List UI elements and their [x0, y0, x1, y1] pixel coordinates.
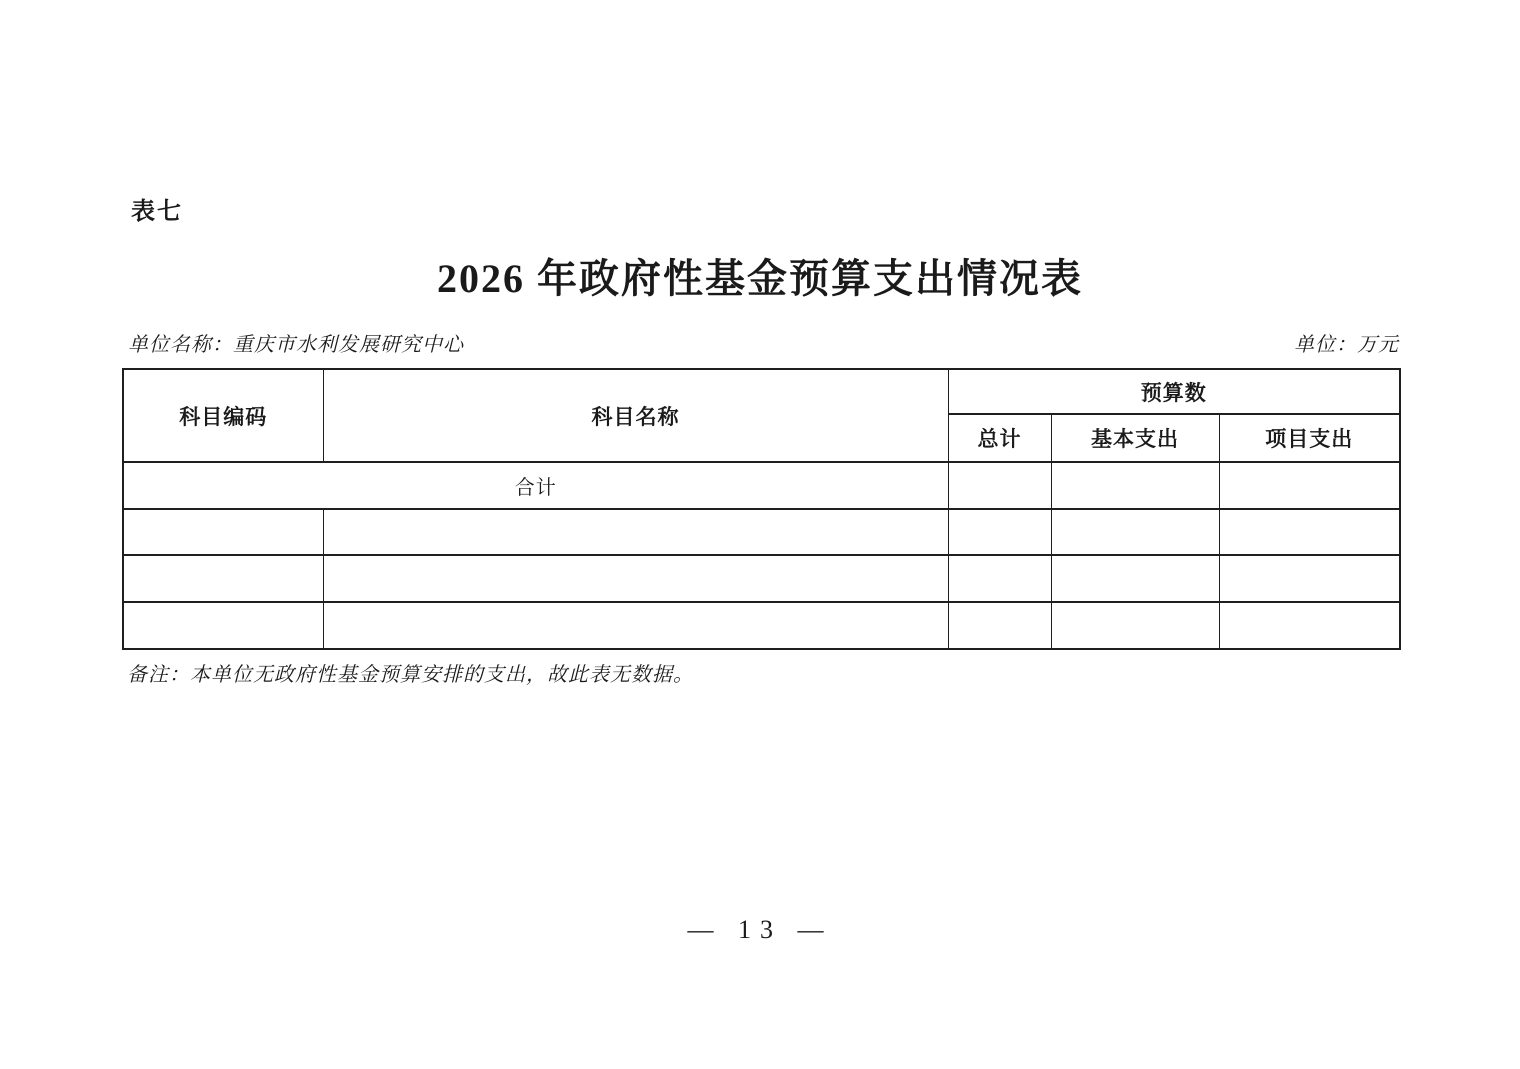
summary-total-cell	[948, 462, 1051, 509]
table-row	[123, 555, 1400, 602]
header-subject-name: 科目名称	[323, 369, 948, 462]
total-cell	[948, 509, 1051, 555]
name-cell	[323, 509, 948, 555]
summary-project-cell	[1219, 462, 1400, 509]
unit-name-label: 单位名称：重庆市水利发展研究中心	[128, 334, 464, 356]
header-total: 总计	[948, 414, 1051, 462]
summary-row-label: 合计	[123, 462, 948, 509]
header-project-expenditure: 项目支出	[1219, 414, 1400, 462]
project-cell	[1219, 602, 1400, 649]
header-subject-code: 科目编码	[123, 369, 323, 462]
total-cell	[948, 602, 1051, 649]
budget-table	[122, 368, 1401, 650]
code-cell	[123, 602, 323, 649]
basic-cell	[1051, 602, 1219, 649]
header-basic-expenditure: 基本支出	[1051, 414, 1219, 462]
project-cell	[1219, 509, 1400, 555]
summary-basic-cell	[1051, 462, 1219, 509]
total-cell	[948, 555, 1051, 602]
summary-row	[123, 462, 1400, 509]
basic-cell	[1051, 555, 1219, 602]
table-row	[123, 509, 1400, 555]
project-cell	[1219, 555, 1400, 602]
name-cell	[323, 555, 948, 602]
table-meta-row	[128, 328, 1399, 357]
currency-unit-label: 单位：万元	[1294, 334, 1399, 356]
table-row	[123, 602, 1400, 649]
header-budget-amount: 预算数	[948, 369, 1400, 414]
code-cell	[123, 555, 323, 602]
name-cell	[323, 602, 948, 649]
footnote: 备注：本单位无政府性基金预算安排的支出，故此表无数据。	[127, 664, 694, 686]
page-title: 2026 年政府性基金预算支出情况表	[437, 256, 1083, 301]
basic-cell	[1051, 509, 1219, 555]
code-cell	[123, 509, 323, 555]
table-header-row-top	[123, 369, 1400, 414]
table-sequence-label: 表七	[131, 198, 183, 225]
page-number: — 13 —	[687, 915, 833, 944]
